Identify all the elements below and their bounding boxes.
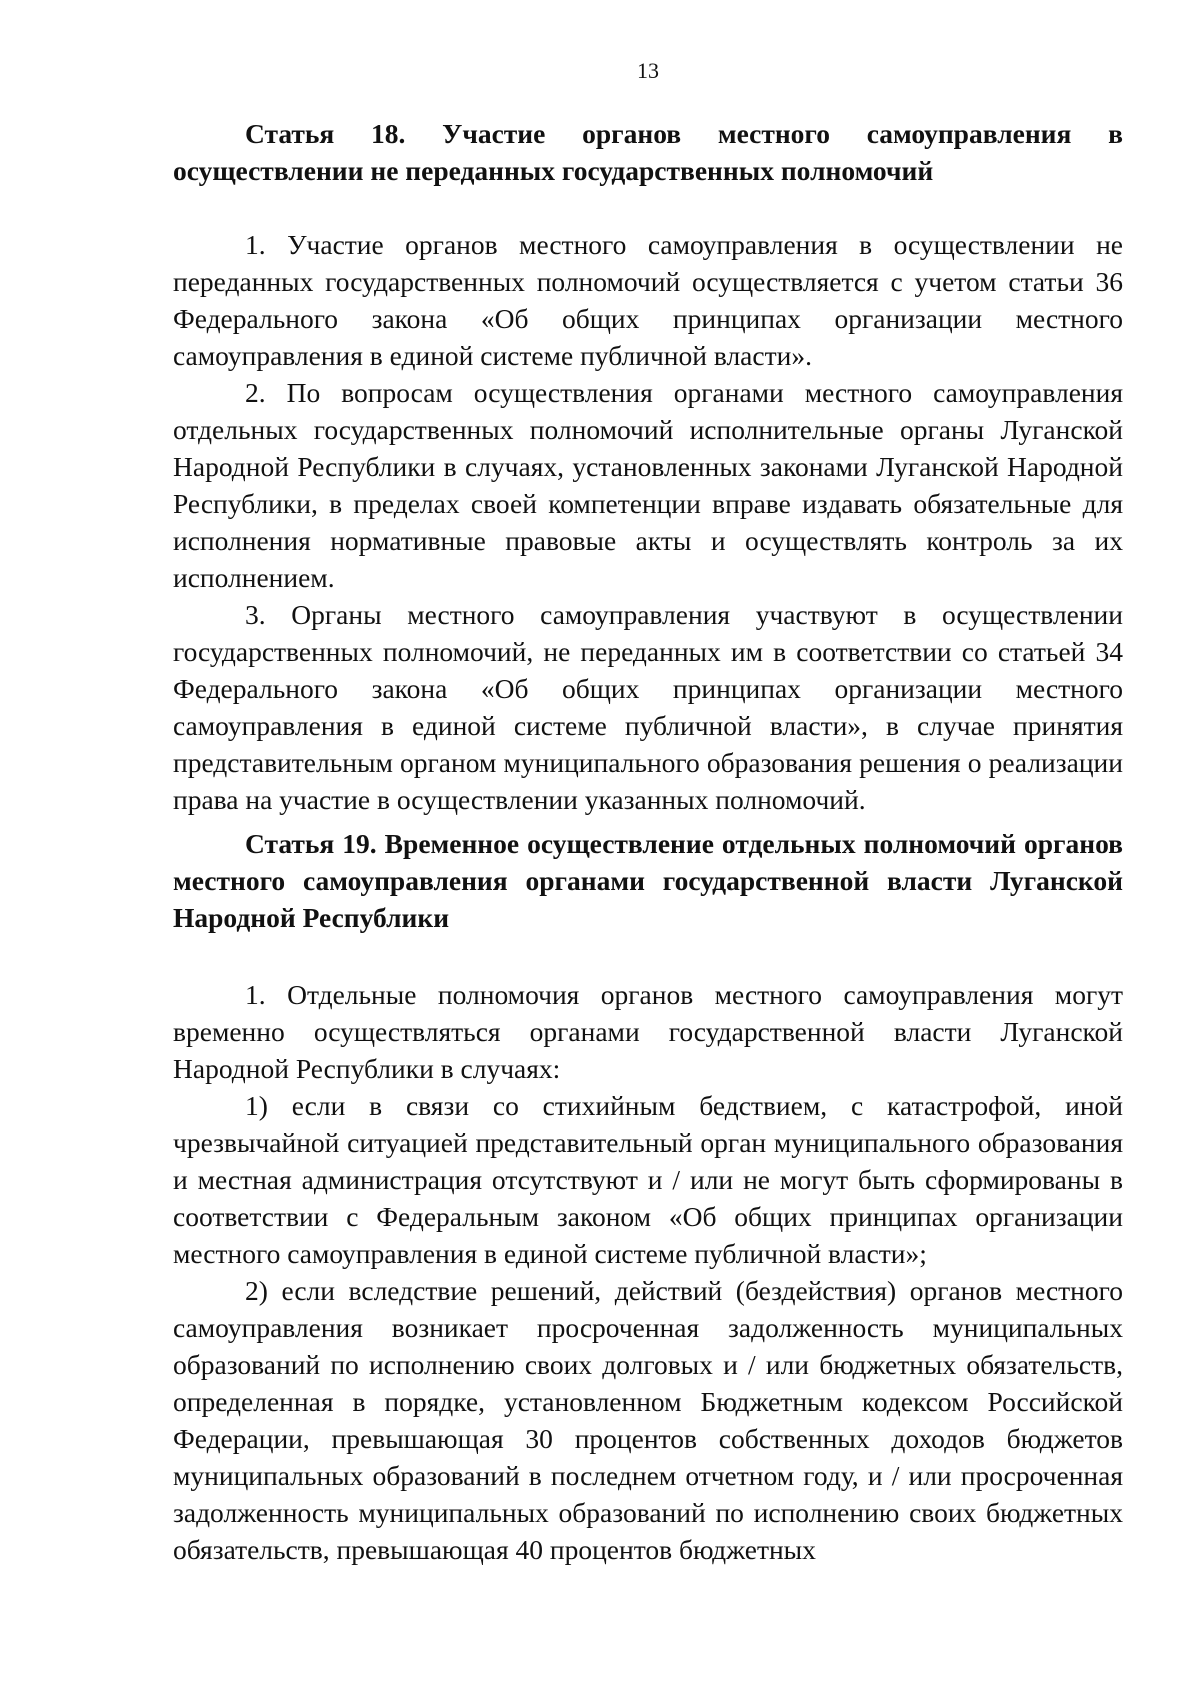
article-19-body (173, 976, 1123, 1568)
article-18 (173, 115, 1123, 818)
article-18-paragraph-3: 3. Органы местного самоуправления участвуют в осуществлении государственных полномочий, не переданных им в соответствии со статьей 34 Федерального закона «Об общих принципах организации местного самоуправления в единой системе публичной власти», в случае принятия представительным органом муниципального образования решения о реализации права на участие в осуществлении указанных полномочий. (173, 599, 1123, 815)
article-19-title: Статья 19. Временное осуществление отдельных полномочий органов местного самоуправления органами государственной власти Луганской Народной Республики (173, 828, 1123, 933)
article-19-item-2: 2) если вследствие решений, действий (бездействия) органов местного самоуправления возникает просроченная задолженность муниципальных образований по исполнению своих долговых и / или бюджетных обязательств, определенная в порядке, установленном Бюджетным кодексом Российской Федерации, превышающая 30 процентов собственных доходов бюджетов муниципальных образований в последнем отчетном году, и / или просроченная задолженность муниципальных образований по исполнению своих бюджетных обязательств, превышающая 40 процентов бюджетных (173, 1275, 1123, 1565)
article-19-item-1: 1) если в связи со стихийным бедствием, с катастрофой, иной чрезвычайной ситуацией представительный орган муниципального образования и местная администрация отсутствуют и / или не могут быть сформированы в соответствии с Федеральным законом «Об общих принципах организации местного самоуправления в единой системе публичной власти»; (173, 1090, 1123, 1269)
article-18-title: Статья 18. Участие органов местного самоуправления в осуществлении не переданных государственных полномочий (173, 118, 1123, 186)
article-18-body (173, 226, 1123, 818)
article-18-paragraph-1: 1. Участие органов местного самоуправления в осуществлении не переданных государственных полномочий осуществляется с учетом статьи 36 Федерального закона «Об общих принципах организации местного самоуправления в единой системе публичной власти». (173, 229, 1123, 371)
article-19 (173, 825, 1123, 1568)
article-18-paragraph-2: 2. По вопросам осуществления органами местного самоуправления отдельных государственных полномочий исполнительные органы Луганской Народной Республики в случаях, установленных законами Луганской Народной Республики, в пределах своей компетенции вправе издавать обязательные для исполнения нормативные правовые акты и осуществлять контроль за их исполнением. (173, 377, 1123, 593)
page-number: 13 (637, 58, 659, 83)
article-19-paragraph-1: 1. Отдельные полномочия органов местного самоуправления могут временно осуществляться органами государственной власти Луганской Народной Республики в случаях: (173, 979, 1123, 1084)
